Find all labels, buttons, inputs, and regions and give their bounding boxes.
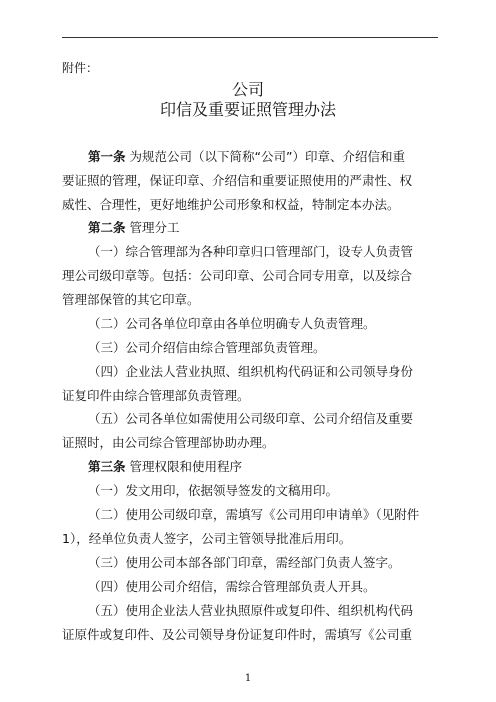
document-title-line2: 印信及重要证照管理办法 (159, 100, 336, 119)
article-1-line3: 威性、合理性，更好地维护公司形象和权益，特制定本办法。 (62, 197, 400, 212)
article-3-item2-line2: 1），经单位负责人签字，公司主管领导批准后用印。 (62, 531, 352, 546)
article-2-item1-line1: （一）综合管理部为各种印章归口管理部门，设专人负责管 (88, 244, 414, 259)
article-3-title: 管理权限和使用程序 (129, 459, 243, 474)
article-3-item1: （一）发文用印，依据领导签发的文稿用印。 (88, 483, 339, 498)
article-2-title: 管理分工 (129, 220, 180, 235)
article-3-item5-line2: 证原件或复印件、及公司领导身份证复印件时，需填写《公司重 (62, 627, 413, 642)
article-1-line2: 要证照的管理，保证印章、介绍信和重要证照使用的严肃性、权 (62, 173, 413, 188)
article-2-item1-line3: 管理部保管的其它印章。 (62, 292, 200, 307)
article-2-item5-line2: 证照时，由公司综合管理部协助办理。 (62, 435, 275, 450)
article-3-item5-line1: （五）使用企业法人营业执照原件或复印件、组织机构代码 (88, 603, 414, 618)
attachment-label: 附件： (62, 61, 99, 75)
article-1-heading: 第一条 (88, 149, 126, 164)
page-number: 1 (244, 673, 252, 684)
article-3-item2-line1: （二）使用公司级印章，需填写《公司用印申请单》（见附件 (88, 507, 420, 522)
article-3-item4: （四）使用公司介绍信，需综合管理部负责人开具。 (88, 579, 376, 594)
article-2-item5-line1: （五）公司各单位如需使用公司级印章、公司介绍信及重要 (88, 411, 414, 426)
article-3-heading: 第三条 (88, 459, 126, 474)
article-3-item3: （三）使用公司本部各部门印章，需经部门负责人签字。 (88, 555, 401, 570)
article-2-item2: （二）公司各单位印章由各单位明确专人负责管理。 (88, 316, 376, 331)
article-2-item3: （三）公司介绍信由综合管理部负责管理。 (88, 340, 326, 355)
article-2-item4-line1: （四）企业法人营业执照、组织机构代码证和公司领导身份 (88, 364, 414, 379)
article-3 (88, 459, 242, 475)
article-2-heading: 第二条 (88, 220, 126, 235)
article-2-item1-line2: 理公司级印章等。包括：公司印章、公司合同专用章，以及综合 (62, 268, 413, 283)
article-2 (88, 220, 180, 236)
article-1-text: 为规范公司（以下简称“公司”）印章、介绍信和重 (129, 149, 405, 164)
header-rule (62, 37, 438, 38)
document-title-line1: 公司 (231, 80, 264, 99)
article-2-item4-line2: 证复印件由综合管理部负责管理。 (62, 388, 250, 403)
article-1 (88, 149, 405, 165)
